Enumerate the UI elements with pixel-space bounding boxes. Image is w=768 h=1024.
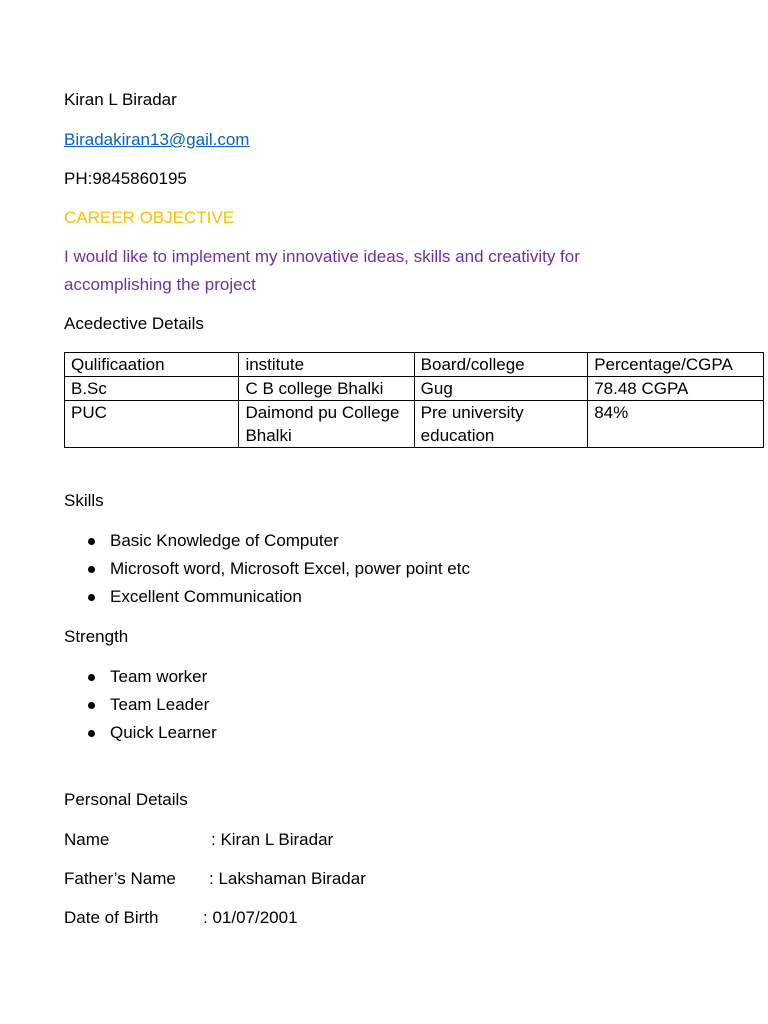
- list-item: [64, 555, 470, 583]
- column-header: Board/college: [414, 353, 588, 377]
- strength-list: [64, 663, 217, 747]
- table-header-row: [65, 353, 764, 377]
- dob-label: Date of Birth: [64, 908, 159, 927]
- name-label: Name: [64, 830, 110, 849]
- personal-dob-row: [64, 907, 298, 929]
- father-name-value: : Lakshaman Biradar: [209, 869, 366, 888]
- table-cell: B.Sc: [65, 377, 239, 401]
- name-value: : Kiran L Biradar: [211, 830, 334, 849]
- column-header: institute: [239, 353, 414, 377]
- skill-text: Microsoft word, Microsoft Excel, power point etc: [110, 559, 470, 578]
- bullet-icon: [88, 538, 95, 545]
- career-objective-text: [64, 243, 704, 299]
- list-item: [64, 691, 217, 719]
- father-name-label: Father’s Name: [64, 869, 176, 888]
- bullet-icon: [88, 566, 95, 573]
- table-cell: 78.48 CGPA: [588, 377, 764, 401]
- table-cell: 84%: [588, 401, 764, 448]
- table-cell: Gug: [414, 377, 588, 401]
- table-cell: PUC: [65, 401, 239, 448]
- list-item: [64, 527, 470, 555]
- strength-text: Team Leader: [110, 695, 210, 714]
- table-row: [65, 401, 764, 448]
- career-objective-line-2: accomplishing the project: [64, 275, 256, 294]
- column-header: Qulificaation: [65, 353, 239, 377]
- bullet-icon: [88, 674, 95, 681]
- email-link[interactable]: Biradakiran13@gail.com: [64, 130, 250, 149]
- career-objective-heading: CAREER OBJECTIVE: [64, 208, 235, 227]
- skill-text: Excellent Communication: [110, 587, 302, 606]
- strength-text: Team worker: [110, 667, 208, 686]
- bullet-icon: [88, 702, 95, 709]
- phone-number: PH:9845860195: [64, 169, 187, 188]
- dob-value: : 01/07/2001: [203, 908, 298, 927]
- bullet-icon: [88, 730, 95, 737]
- skills-list: [64, 527, 470, 611]
- column-header: Percentage/CGPA: [588, 353, 764, 377]
- table-cell: C B college Bhalki: [239, 377, 414, 401]
- list-item: [64, 719, 217, 747]
- strength-heading: Strength: [64, 627, 129, 646]
- candidate-name: Kiran L Biradar: [64, 90, 177, 109]
- bullet-icon: [88, 594, 95, 601]
- skill-text: Basic Knowledge of Computer: [110, 531, 339, 550]
- list-item: [64, 663, 217, 691]
- table-cell: Daimond pu College Bhalki: [239, 401, 414, 448]
- skills-heading: Skills: [64, 491, 104, 510]
- personal-details-heading: Personal Details: [64, 790, 188, 809]
- table-cell: Pre university education: [414, 401, 588, 448]
- academic-heading: Acedective Details: [64, 314, 204, 333]
- academic-table: [64, 352, 764, 448]
- career-objective-line-1: I would like to implement my innovative ideas, skills and creativity for: [64, 247, 580, 266]
- list-item: [64, 583, 470, 611]
- personal-father-row: [64, 868, 366, 890]
- table-row: [65, 377, 764, 401]
- personal-name-row: [64, 829, 333, 851]
- strength-text: Quick Learner: [110, 723, 217, 742]
